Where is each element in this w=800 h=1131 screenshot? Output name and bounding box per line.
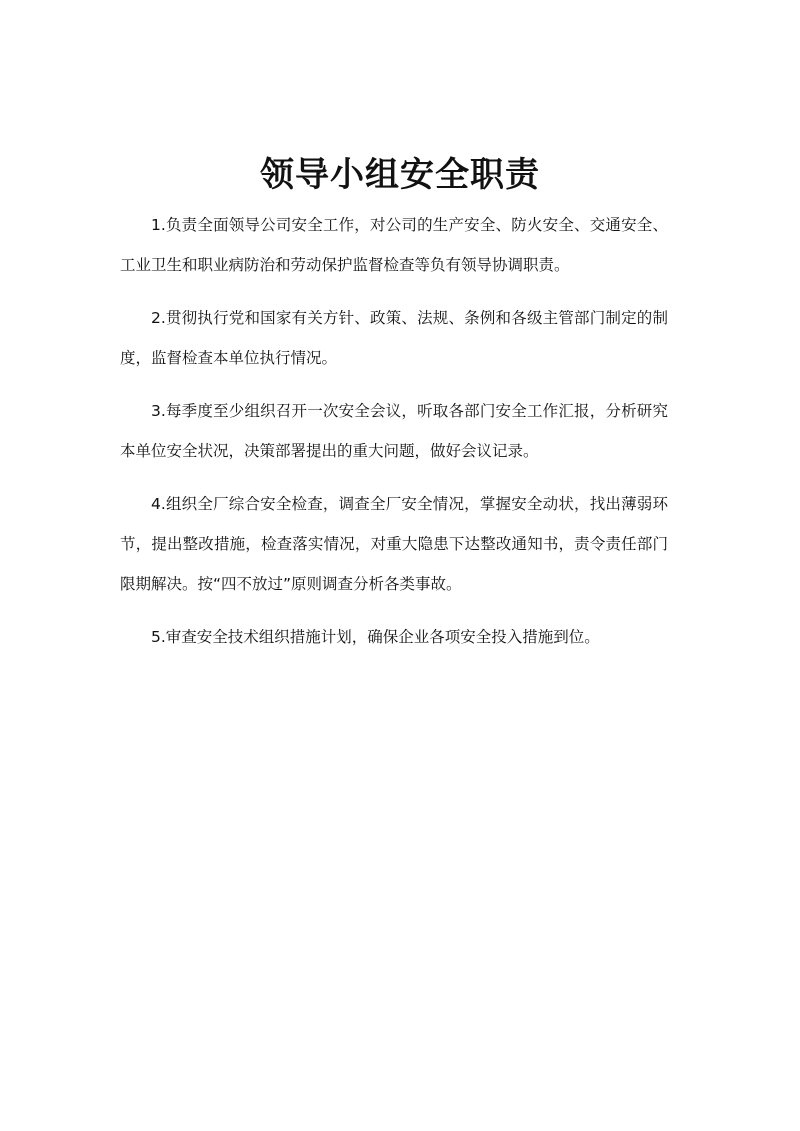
paragraph-5: 5.审查安全技术组织措施计划，确保企业各项安全投入措施到位。 bbox=[151, 628, 600, 646]
paragraph-2: 2.贯彻执行党和国家有关方针、政策、法规、条例和各级主管部门制定的制度，监督检查本单位执行情况。 bbox=[120, 309, 668, 367]
paragraph-4: 4.组织全厂综合安全检查，调查全厂安全情况，掌握安全动状，找出薄弱环节，提出整改措施，检查落实情况，对重大隐患下达整改通知书，责令责任部门限期解决。按“四不放过”原则调查分析各类事故。 bbox=[120, 495, 668, 593]
document-body bbox=[120, 205, 668, 670]
paragraph-3: 3.每季度至少组织召开一次安全会议，听取各部门安全工作汇报，分析研究本单位安全状况，决策部署提出的重大问题，做好会议记录。 bbox=[120, 402, 668, 460]
document-title: 领导小组安全职责 bbox=[260, 154, 540, 195]
paragraph-1: 1.负责全面领导公司安全工作，对公司的生产安全、防火安全、交通安全、工业卫生和职业病防治和劳动保护监督检查等负有领导协调职责。 bbox=[120, 216, 668, 274]
